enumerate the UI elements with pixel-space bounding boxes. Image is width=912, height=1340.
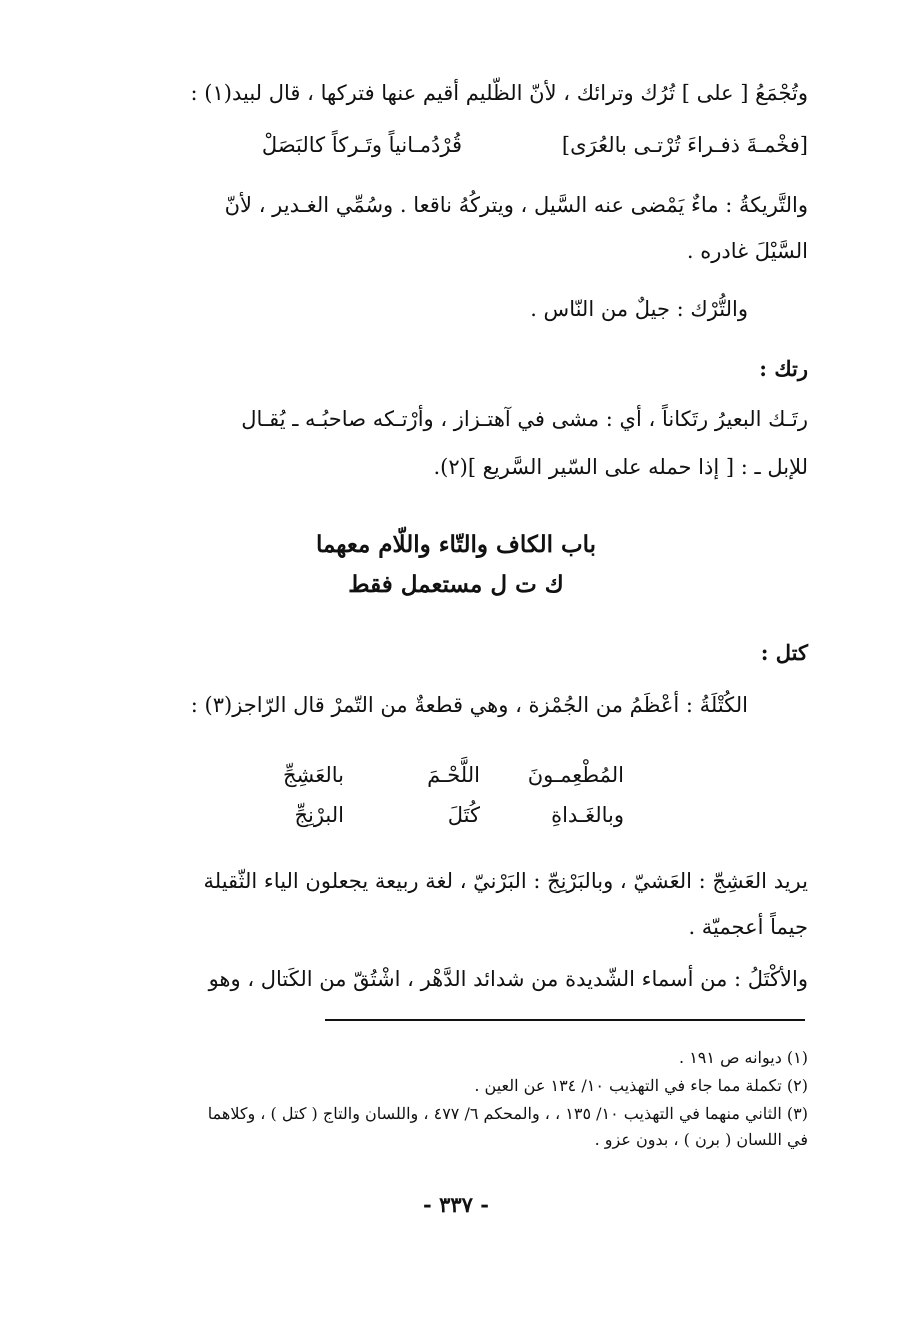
- body-line: والأكْتَلُ : من أسماء الشّديدة من شدائد الدَّهْر ، اشْتُقّ من الكَتال ، وهو: [208, 967, 808, 991]
- body-line: جيماً أعجميّة .: [688, 915, 808, 939]
- rajaz-word: البرْنِجِّ: [294, 803, 344, 827]
- rajaz-word: كُتَلَ: [447, 803, 480, 827]
- rajaz-word: وبالغَـداةِ: [551, 803, 624, 827]
- chapter-subtitle: ك ت ل مستعمل فقط: [348, 571, 564, 598]
- rajaz-word: اللَّحْـمَ: [427, 763, 480, 787]
- footnote: (٢) تكملة مما جاء في التهذيب ١٠/ ١٣٤ عن العين .: [474, 1076, 808, 1095]
- body-line: السَّيْلَ غادره .: [686, 239, 808, 263]
- entry-heading-katal: كتل :: [760, 640, 808, 665]
- body-line: رتَـك البعيرُ رتَكاناً ، أي : مشى في آهتـزاز ، وأرْتـكه صاحبُـه ـ يُقـال: [241, 407, 808, 431]
- footnote: (١) ديوانه ص ١٩١ .: [679, 1048, 808, 1067]
- rajaz-word: المُطْعِمـونَ: [527, 763, 624, 787]
- page-number: - ٣٣٧ -: [423, 1192, 489, 1217]
- body-line: والتُّرْك : جيلٌ من النّاس .: [530, 297, 748, 321]
- footnote: في اللسان ( برن ) ، بدون عزو .: [594, 1130, 808, 1149]
- rajaz-word: بالعَشِجِّ: [282, 763, 344, 787]
- chapter-title: باب الكاف والتّاء واللّام معهما: [315, 531, 597, 558]
- body-line: الكُتْلَةُ : أعْظَمُ من الجُمْزة ، وهي قطعةٌ من التّمرْ قال الرّاجز(٣) :: [190, 693, 748, 717]
- verse-hemistich-first: [فخْمـةَ ذفـراءَ تُرْتـى بالعُرَى]: [561, 133, 808, 157]
- footnote: (٣) الثاني منهما في التهذيب ١٠/ ١٣٥ ، ، والمحكم ٦/ ٤٧٧ ، واللسان والتاج ( كتل ) ، وكلاهما: [207, 1104, 808, 1123]
- verse-hemistich-second: قُرْدُمـانياً وتَـركاً كالبَصَلْ: [261, 133, 462, 157]
- body-line: والتَّريكةُ : ماءٌ يَمْضى عنه السَّيل ، ويتركُهُ ناقعا . وسُمِّي الغـدير ، لأنّ: [224, 193, 808, 217]
- entry-heading-ratak: رتك :: [759, 356, 808, 381]
- body-line: يريد العَشِجّ : العَشيّ ، وبالبَرْنِجّ : البَرْنيّ ، لغة ربيعة يجعلون الياء الثّقيلة: [203, 869, 808, 893]
- body-line: وتُجْمَعُ [ على ] تُرُك وترائك ، لأنّ الظّليم أقيم عنها فتركها ، قال لبيد(١) :: [190, 81, 808, 105]
- body-line: للإبل ـ : [ إذا حمله على السّير السَّريع ](٢).: [433, 455, 808, 479]
- footnote-separator: [325, 1019, 805, 1021]
